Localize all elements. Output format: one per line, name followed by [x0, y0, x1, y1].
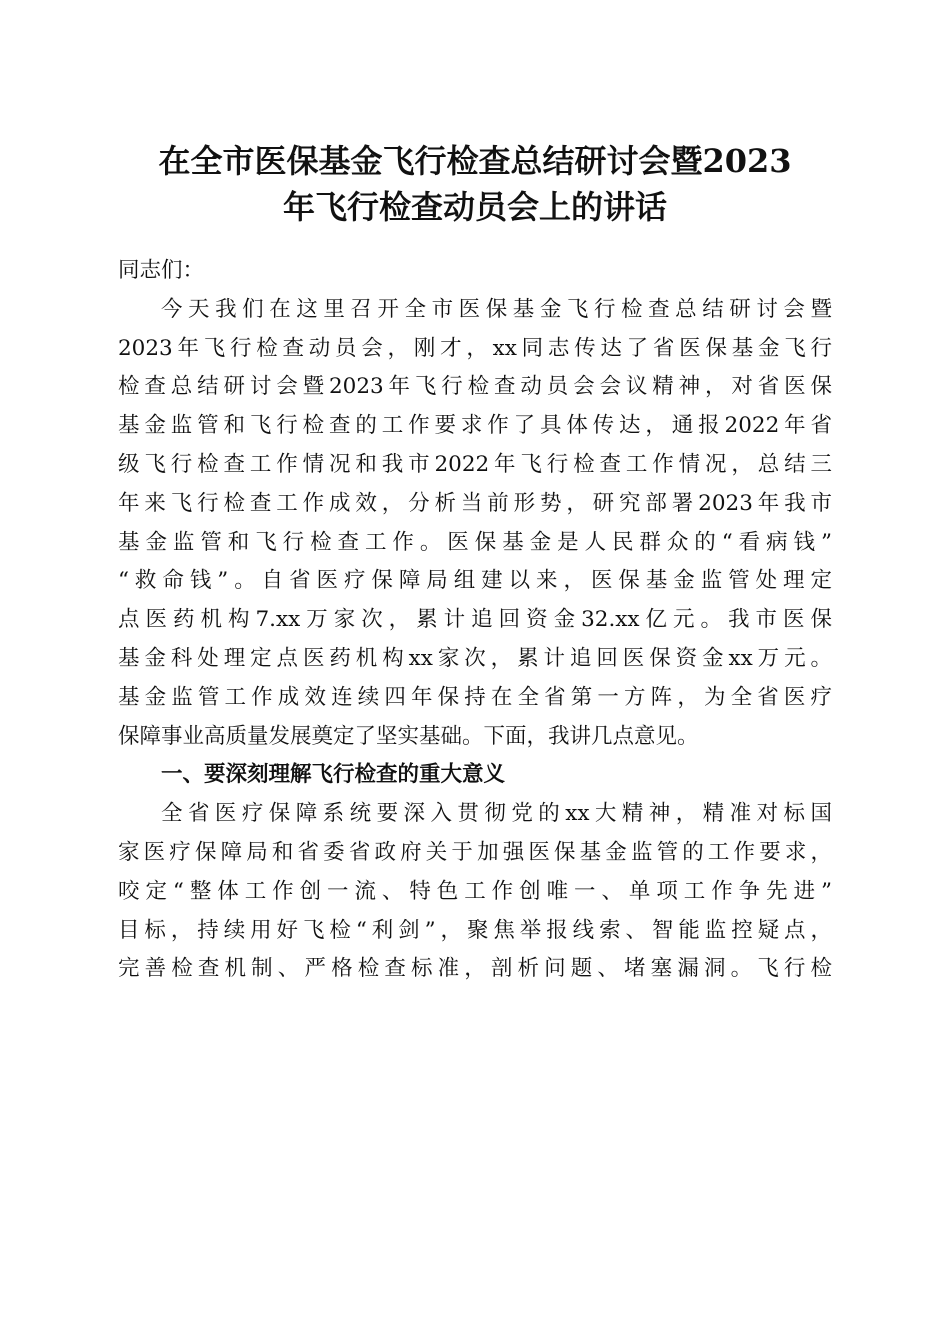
document-title	[118, 138, 832, 230]
text-line: 完善检查机制、严格检查标准，剖析问题、堵塞漏洞。飞行检	[118, 956, 832, 982]
document-body	[118, 252, 832, 989]
text-line: “救命钱”。自省医疗保障局组建以来，医保基金监管处理定	[118, 568, 832, 594]
section-heading-1: 一、要深刻理解飞行检查的重大意义	[161, 762, 506, 788]
text-line: 基金科处理定点医药机构xx家次，累计追回医保资金xx万元。	[118, 645, 832, 671]
text-line: 今天我们在这里召开全市医保基金飞行检查总结研讨会暨	[161, 296, 832, 322]
text-line: 年来飞行检查工作成效，分析当前形势，研究部署2023年我市	[118, 490, 832, 516]
text-line: 点医药机构7.xx万家次，累计追回资金32.xx亿元。我市医保	[118, 607, 832, 633]
salutation: 同志们：	[118, 258, 205, 283]
text-line: 保障事业高质量发展奠定了坚实基础。下面，我讲几点意见。	[118, 723, 699, 749]
paragraph-1	[118, 291, 832, 757]
text-line: 基金监管和飞行检查的工作要求作了具体传达，通报2022年省	[118, 413, 832, 439]
title-line-2: 年飞行检查动员会上的讲话	[282, 188, 667, 226]
text-line: 检查总结研讨会暨2023年飞行检查动员会会议精神，对省医保	[118, 374, 832, 400]
text-line: 全省医疗保障系统要深入贯彻党的xx大精神，精准对标国	[161, 801, 832, 827]
text-line: 2023年飞行检查动员会，刚才，xx同志传达了省医保基金飞行	[118, 335, 832, 361]
text-line: 级飞行检查工作情况和我市2022年飞行检查工作情况，总结三	[118, 451, 832, 477]
text-line: 家医疗保障局和省委省政府关于加强医保基金监管的工作要求，	[118, 839, 832, 865]
paragraph-2	[118, 795, 832, 989]
text-line: 基金监管工作成效连续四年保持在全省第一方阵，为全省医疗	[118, 684, 832, 710]
title-line-1: 在全市医保基金飞行检查总结研讨会暨2023	[158, 142, 792, 180]
text-line: 目标，持续用好飞检“利剑”，聚焦举报线索、智能监控疑点，	[118, 917, 832, 943]
text-line: 咬定“整体工作创一流、特色工作创唯一、单项工作争先进”	[118, 878, 832, 904]
text-line: 基金监管和飞行检查工作。医保基金是人民群众的“看病钱”	[118, 529, 832, 555]
